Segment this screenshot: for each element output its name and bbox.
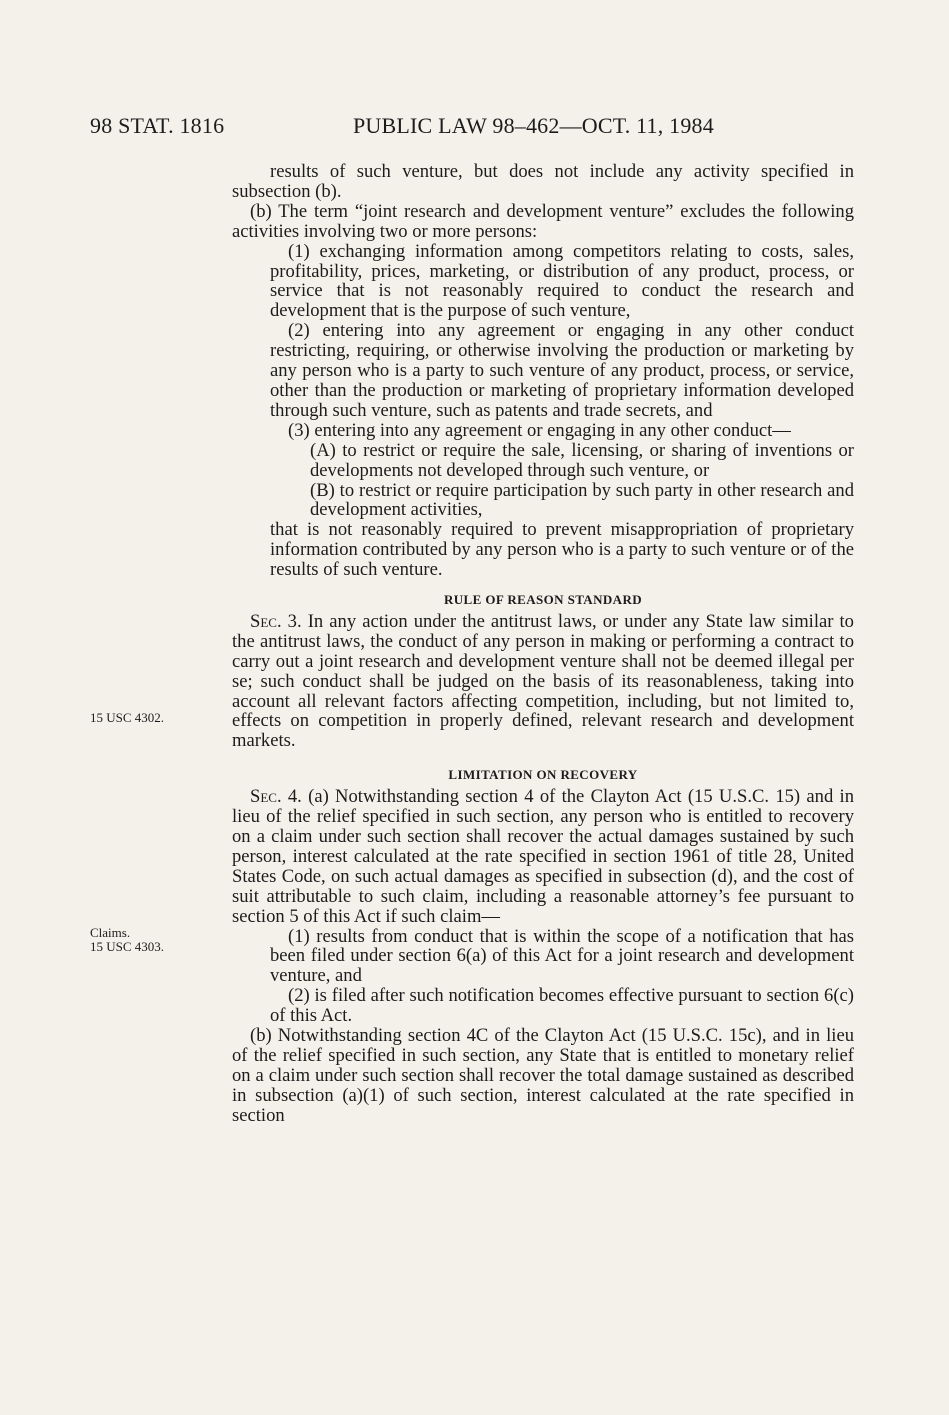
clause-3-tail: that is not reasonably required to prevent misappropriation of proprietary information contributed by any person who is a party to such venture or of the results of such venture. [270, 519, 854, 581]
public-law-citation: PUBLIC LAW 98–462—OCT. 11, 1984 [353, 113, 714, 138]
section-4-label: Sec. 4. [250, 786, 302, 808]
section-3-label: Sec. 3. [250, 610, 302, 632]
paragraph-b-definition: (b) The term “joint research and development venture” excludes the following activities involving two or more persons: [232, 200, 854, 242]
clause-3: (3) entering into any agreement or engaging in any other conduct— [288, 419, 791, 441]
paragraph-results: results of such venture, but does not include any activity specified in subsection (b). [232, 161, 854, 202]
heading-limitation-on-recovery: LIMITATION ON RECOVERY [448, 767, 638, 783]
stat-page-number: 98 STAT. 1816 [90, 113, 225, 138]
margin-note-15-usc-4303: 15 USC 4303. [90, 939, 165, 954]
clause-3-b: (B) to restrict or require participation by such party in other research and development activities, [310, 479, 854, 521]
clause-1: (1) exchanging information among competitors relating to costs, sales, profitability, prices, marketing, or distribution of any product, process, or service that is not reasonably required to conduct the research and development that is the purpose of such venture, [270, 240, 854, 322]
margin-note-claims: Claims. [90, 925, 131, 940]
body-text-column [232, 162, 854, 1126]
heading-rule-of-reason: RULE OF REASON STANDARD [443, 592, 643, 608]
clause-2: (2) entering into any agreement or engaging in any other conduct restricting, requiring, or otherwise involving the production or marketing by any person who is a party to such venture of any product, process, or service, other than the production or marketing of proprietary information developed through such venture, such as patents and trade secrets, and [270, 320, 854, 421]
margin-note-15-usc-4302: 15 USC 4302. [90, 710, 165, 725]
section-4-clause-2: (2) is filed after such notification becomes effective pursuant to section 6(c) of this Act. [270, 985, 854, 1027]
section-4-clause-1: (1) results from conduct that is within the scope of a notification that has been filed under section 6(a) of this Act for a joint research and development venture, and [270, 925, 854, 987]
section-3-text: In any action under the antitrust laws, or under any State law similar to the antitrust laws, the conduct of any person in making or performing a contract to carry out a joint research and development venture shall not be deemed illegal per se; such conduct shall be judged on the basis of its reasonableness, taking into account all relevant factors affecting competition, including, but not limited to, effects on competition in properly defined, relevant research and development markets. [232, 610, 854, 752]
section-3 [232, 612, 854, 751]
section-4-text: (a) Notwithstanding section 4 of the Clayton Act (15 U.S.C. 15) and in lieu of the relief specified in such section, any person who is entitled to recovery on a claim under such section shall recover the actual damages sustained by such person, interest calculated at the rate specified in section 1961 of title 28, United States Code, on such actual damages as specified in subsection (d), and the cost of suit attributable to such claim, including a reasonable attorney’s fee pursuant to section 5 of this Act if such claim— [232, 786, 854, 927]
section-4 [232, 787, 854, 926]
clause-3-a: (A) to restrict or require the sale, licensing, or sharing of inventions or developments not developed through such venture, or [310, 439, 854, 481]
section-4-subsection-b: (b) Notwithstanding section 4C of the Clayton Act (15 U.S.C. 15c), and in lieu of the relief specified in such section, any State that is entitled to monetary relief on a claim under such section shall recover the total damage sustained as described in subsection (a)(1) of such section, interest calculated at the rate specified in section [232, 1025, 854, 1126]
